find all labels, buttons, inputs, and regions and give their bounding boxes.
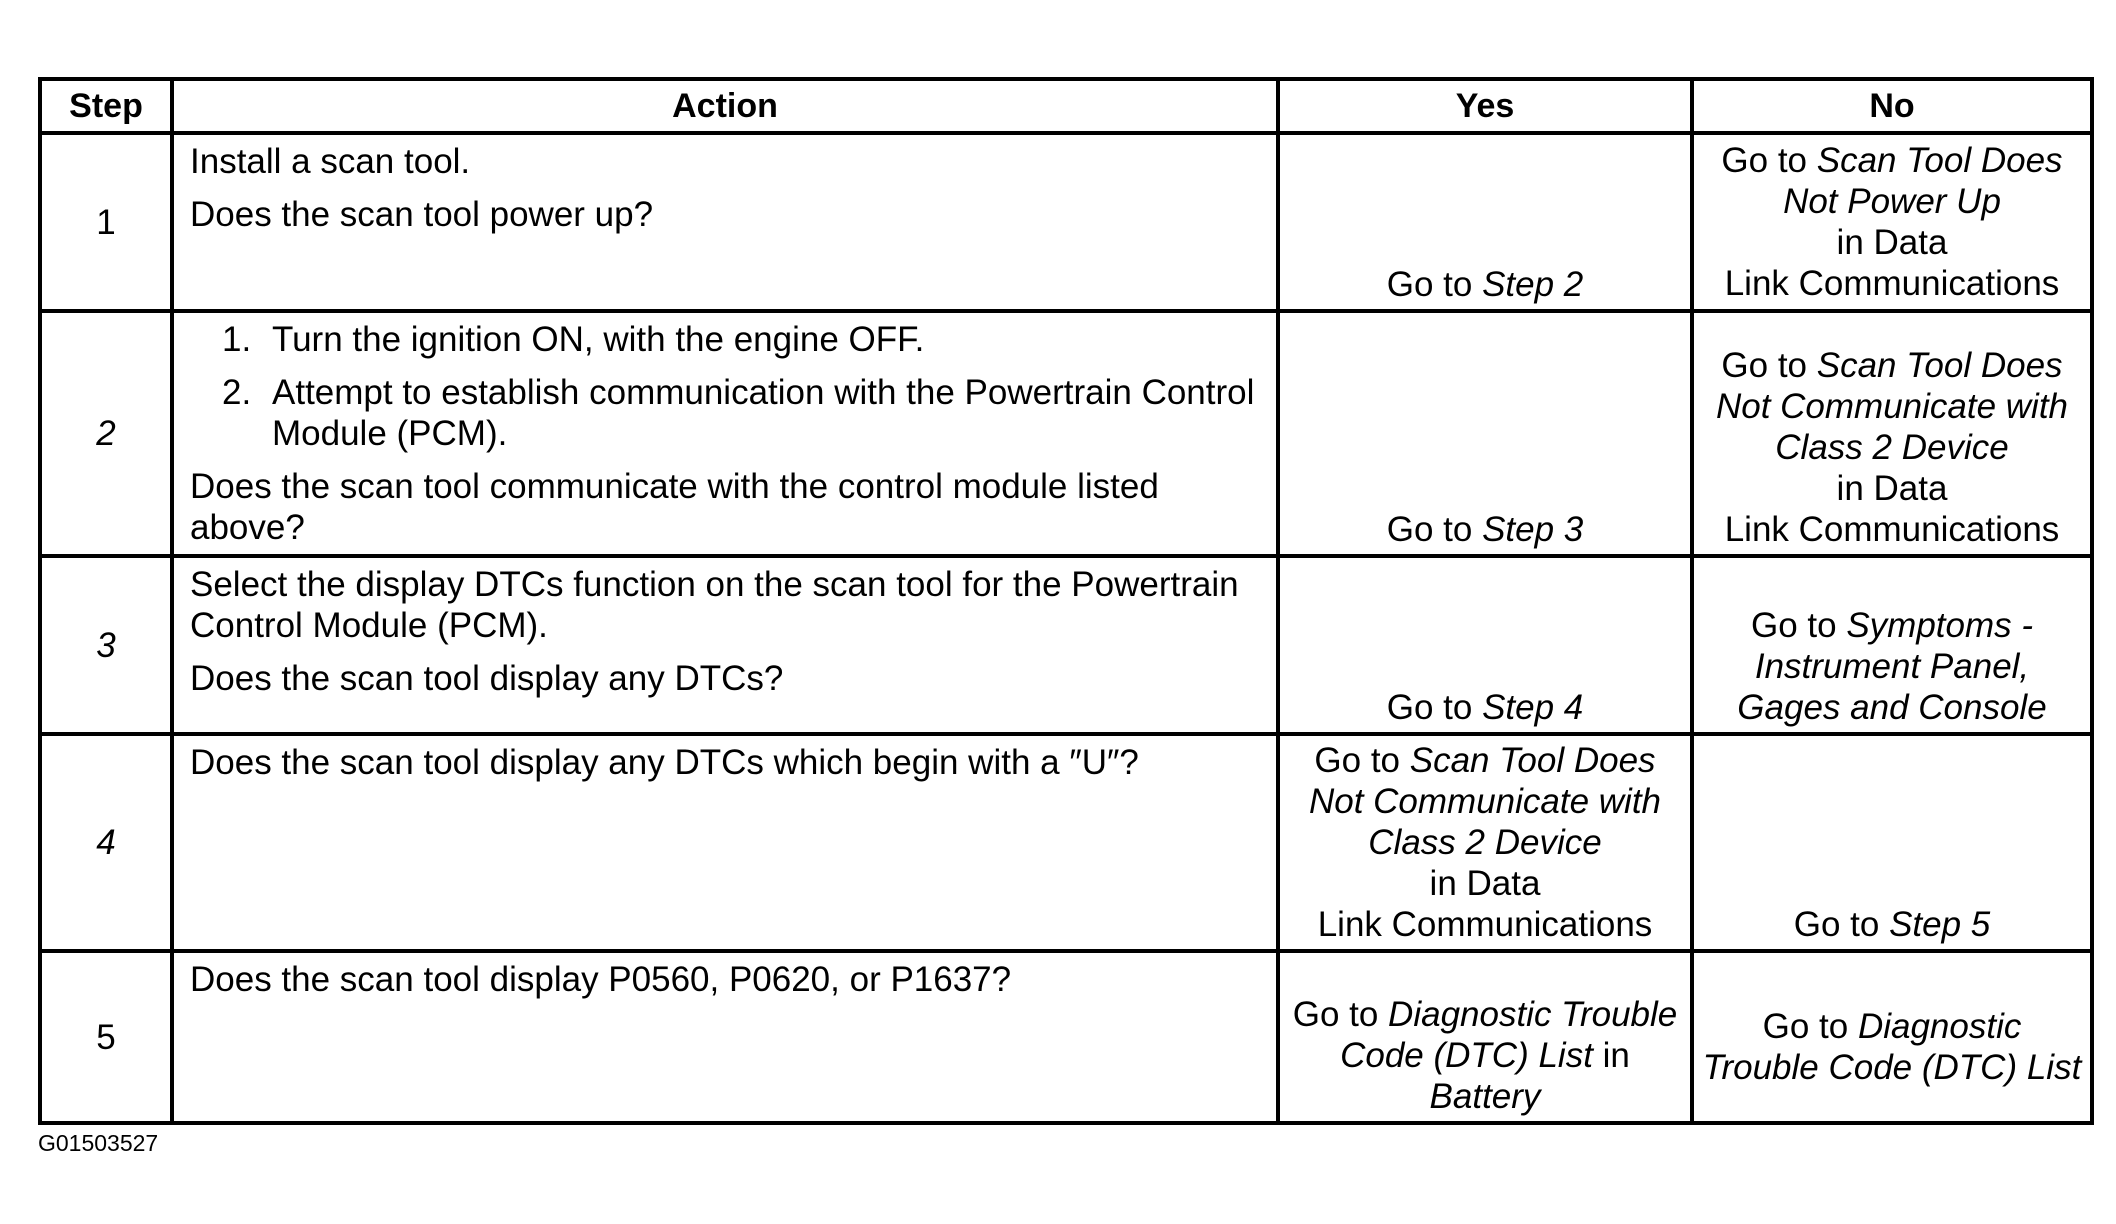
yes-link[interactable]: Step 3: [1482, 510, 1584, 549]
yes-link[interactable]: Scan Tool Does Not Communicate with Class 2 Device: [1308, 741, 1662, 862]
action-question: Does the scan tool display any DTCs which begin with a ″U″?: [190, 743, 1139, 782]
no-prefix: Go to: [1721, 141, 1817, 180]
yes-suffix: Link Communications: [1317, 905, 1653, 944]
action-question: Does the scan tool power up?: [190, 195, 654, 234]
no-link[interactable]: Symptoms - Instrument Panel, Gages and Console: [1737, 606, 2047, 727]
no-cell: [1692, 734, 2092, 951]
action-text: Install a scan tool.: [190, 142, 471, 181]
yes-suffix: in Data: [1429, 864, 1541, 903]
table-row: [40, 311, 2092, 556]
yes-link[interactable]: Step 2: [1482, 265, 1584, 304]
action-step-item: [190, 372, 1260, 454]
no-cell: [1692, 556, 2092, 734]
yes-link[interactable]: Diagnostic Trouble Code (DTC) List: [1340, 994, 1678, 1075]
table-row: [40, 734, 2092, 951]
no-link[interactable]: Scan Tool Does Not Communicate with Class 2 Device: [1715, 346, 2069, 467]
action-question: Does the scan tool display P0560, P0620, or P1637?: [190, 960, 1012, 999]
yes-prefix: Go to: [1292, 994, 1389, 1034]
step-item-text: Turn the ignition ON, with the engine OFF.: [272, 320, 925, 359]
header-step: Step: [40, 79, 172, 133]
action-cell: [172, 311, 1278, 556]
action-steps-list: [190, 319, 1260, 454]
no-link[interactable]: Diagnostic Trouble Code (DTC) List: [1702, 1007, 2082, 1087]
yes-prefix: Go to: [1386, 265, 1483, 304]
action-cell: [172, 556, 1278, 734]
no-link[interactable]: Step 5: [1889, 905, 1991, 944]
step-item-number: 2.: [222, 373, 252, 412]
no-link[interactable]: Scan Tool Does Not Power Up: [1783, 141, 2063, 221]
no-suffix: Link Communications: [1724, 264, 2060, 303]
header-row: [40, 79, 2092, 133]
diagnostic-table: [38, 77, 2094, 1125]
action-cell: [172, 734, 1278, 951]
action-cell: [172, 951, 1278, 1123]
yes-prefix: Go to: [1386, 688, 1483, 727]
step-number: 4: [40, 734, 172, 951]
yes-prefix: Go to: [1314, 741, 1410, 780]
yes-cell: [1278, 311, 1692, 556]
no-cell: [1692, 951, 2092, 1123]
action-text: Select the display DTCs function on the scan tool for the Powertrain Control Module (PCM).: [190, 565, 1239, 645]
action-step-item: [190, 319, 1260, 360]
no-suffix: Link Communications: [1724, 510, 2060, 549]
table-row: [40, 556, 2092, 734]
no-prefix: Go to: [1721, 346, 1817, 385]
step-number: 3: [40, 556, 172, 734]
yes-cell: [1278, 133, 1692, 311]
yes-cell: [1278, 556, 1692, 734]
figure-id: G01503527: [38, 1130, 159, 1156]
step-number: 2: [40, 311, 172, 556]
step-number: 1: [40, 133, 172, 311]
yes-mid: in: [1592, 1035, 1630, 1075]
action-cell: [172, 133, 1278, 311]
no-cell: [1692, 311, 2092, 556]
no-suffix: in Data: [1836, 223, 1948, 262]
table-row: [40, 951, 2092, 1123]
yes-cell: [1278, 951, 1692, 1123]
action-question: Does the scan tool communicate with the control module listed above?: [190, 467, 1159, 547]
header-no: No: [1692, 79, 2092, 133]
yes-prefix: Go to: [1386, 510, 1483, 549]
no-prefix: Go to: [1750, 606, 1847, 645]
action-question: Does the scan tool display any DTCs?: [190, 659, 784, 698]
yes-link[interactable]: Step 4: [1482, 688, 1584, 727]
no-prefix: Go to: [1793, 905, 1890, 944]
no-cell: [1692, 133, 2092, 311]
yes-link-battery[interactable]: Battery: [1429, 1076, 1541, 1116]
yes-cell: [1278, 734, 1692, 951]
step-item-text: Attempt to establish communication with the Powertrain Control Module (PCM).: [272, 373, 1255, 453]
header-action: Action: [172, 79, 1278, 133]
step-item-number: 1.: [222, 320, 252, 359]
header-yes: Yes: [1278, 79, 1692, 133]
no-suffix: in Data: [1836, 469, 1948, 508]
table-row: [40, 133, 2092, 311]
no-prefix: Go to: [1762, 1007, 1858, 1046]
step-number: 5: [40, 951, 172, 1123]
